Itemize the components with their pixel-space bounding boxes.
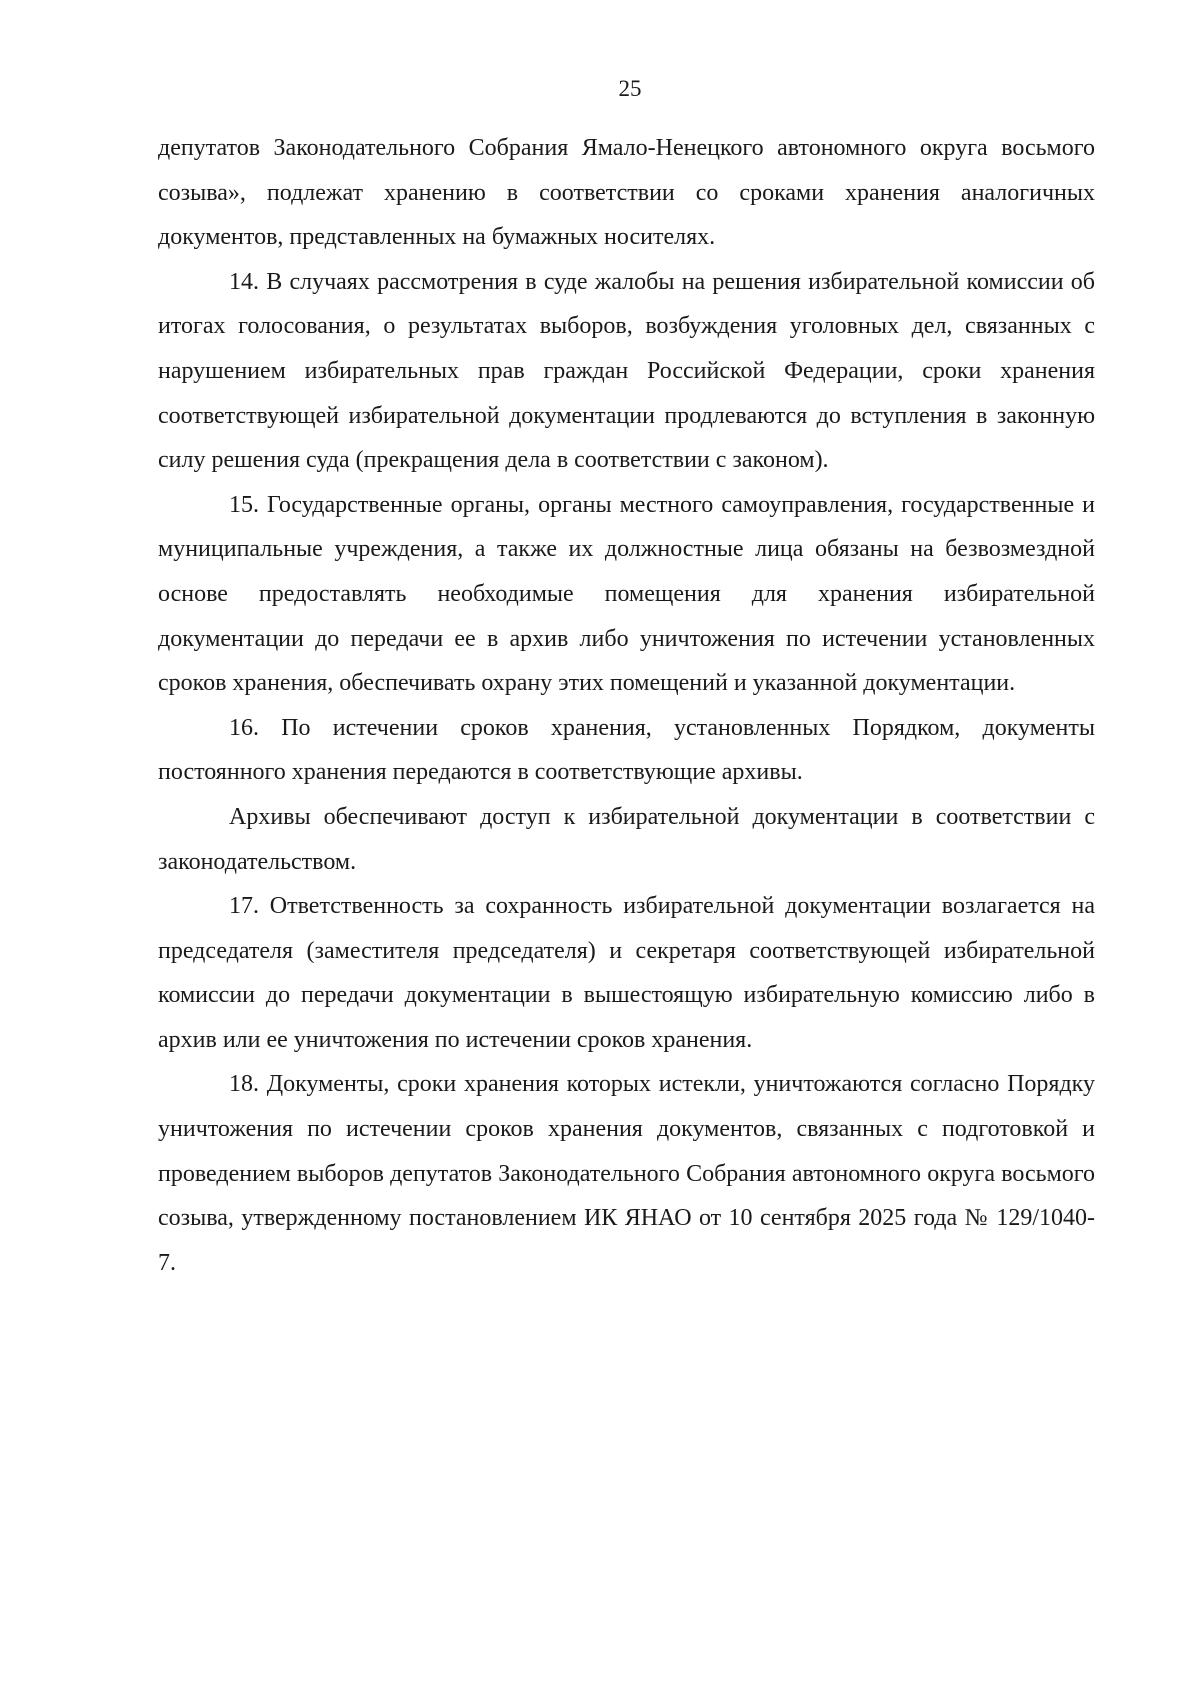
paragraph-continuation: депутатов Законодательного Собрания Ямало-Ненецкого автономного округа восьмого созыва», подлежат хранению в соответствии со сроками хранения аналогичных документов, представленных на бумажных носителях. [158, 135, 1095, 251]
paragraph-item-14: 14. В случаях рассмотрения в суде жалобы на решения избирательной комиссии об итогах голосования, о результатах выборов, возбуждения уголовных дел, связанных с нарушением избирательных прав граждан Российской Федерации, сроки хранения соответствующей избирательной документации продлеваются до вступления в законную силу решения суда (прекращения дела в соответствии с законом). [158, 268, 1095, 474]
document-body [158, 126, 1095, 1285]
page-number: 25 [618, 76, 642, 101]
paragraph-item-17: 17. Ответственность за сохранность избирательной документации возлагается на председателя (заместителя председателя) и секретаря соответствующей избирательной комиссии до передачи документации в вышестоящую избирательную комиссию либо в архив или ее уничтожения по истечении сроков хранения. [158, 893, 1095, 1053]
paragraph-archives: Архивы обеспечивают доступ к избирательной документации в соответствии с законодательством. [158, 803, 1095, 875]
paragraph-item-18: 18. Документы, сроки хранения которых истекли, уничтожаются согласно Порядку уничтожения по истечении сроков хранения документов, связанных с подготовкой и проведением выборов депутатов Законодательного Собрания автономного округа восьмого созыва, утвержденному постановлением ИК ЯНАО от 10 сентября 2025 года № 129/1040-7. [158, 1071, 1095, 1276]
paragraph-item-15: 15. Государственные органы, органы местного самоуправления, государственные и муниципальные учреждения, а также их должностные лица обязаны на безвозмездной основе предоставлять необходимые помещения для хранения избирательной документации до передачи ее в архив либо уничтожения по истечении установленных сроков хранения, обеспечивать охрану этих помещений и указанной документации. [158, 491, 1095, 697]
paragraph-item-16: 16. По истечении сроков хранения, установленных Порядком, документы постоянного хранения передаются в соответствующие архивы. [158, 714, 1095, 786]
